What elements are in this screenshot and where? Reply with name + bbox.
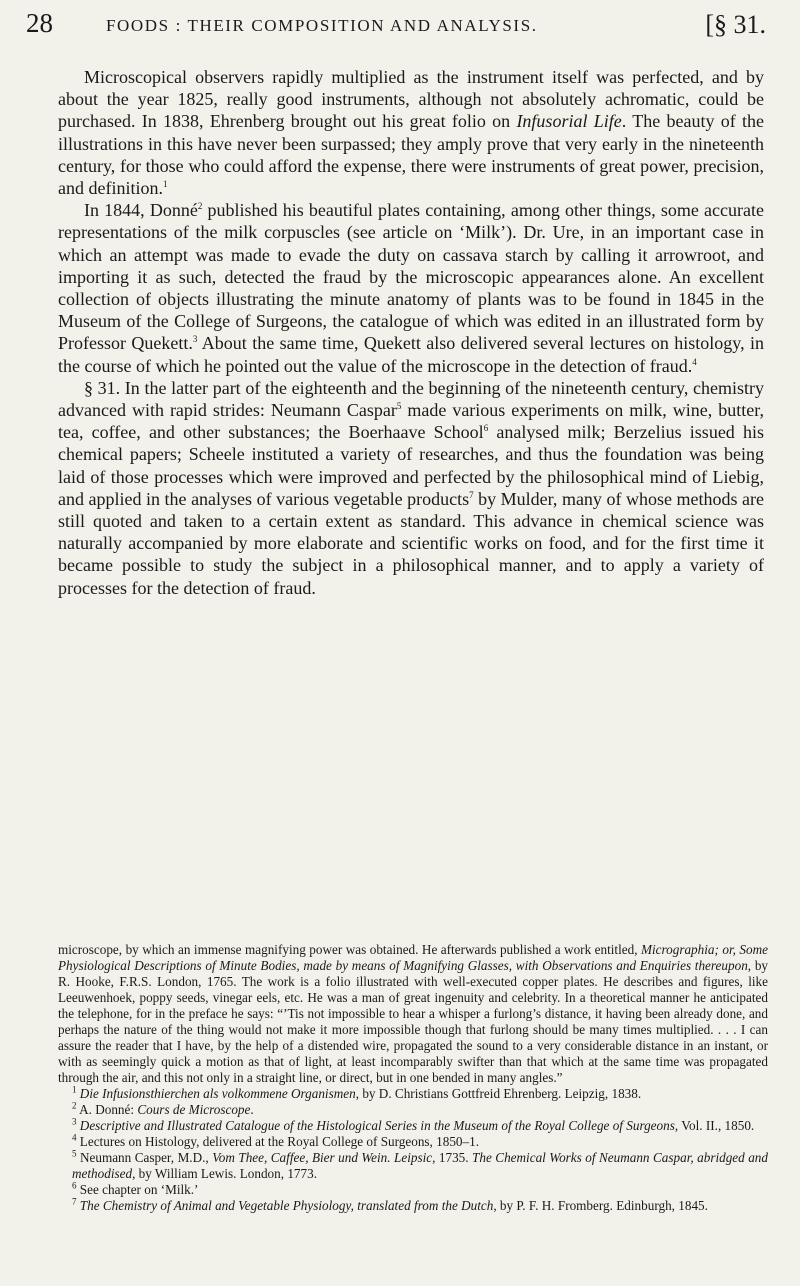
footnote-number: 3 bbox=[72, 1116, 77, 1127]
footnote-text: . bbox=[250, 1102, 254, 1117]
footnote-ref: 4 bbox=[692, 356, 697, 367]
footnote-number: 6 bbox=[72, 1180, 77, 1191]
footnote-text: , Vol. II., 1850. bbox=[674, 1118, 755, 1133]
footnote-number: 4 bbox=[72, 1132, 77, 1143]
footnote-title: Cours de Microscope bbox=[137, 1102, 251, 1117]
running-head: FOODS : THEIR COMPOSITION AND ANALYSIS. bbox=[106, 16, 538, 35]
footnote-ref: 1 bbox=[162, 179, 168, 190]
footnote-text: See chapter on ‘Milk.’ bbox=[79, 1182, 199, 1197]
footnote-continuation: microscope, by which an immense magnifying power was obtained. He afterwards published a work entitled, Micrographia; or, Some Physiological Descriptions of Minute Bodies, made by means of Magnifying Glasses, with Observations and Enquiries thereupon, by R. Hooke, F.R.S. London, 1765. The work is a folio illustrated with well-executed copper plates. He describes and figures, like Leeuwenhoek, poppy seeds, vinegar eels, etc. He was a man of great ingenuity and celebrity. In a theoretical manner he anticipated the telephone, for in the preface he says: “’Tis not impossible to hear a whisper a furlong’s distance, it having been already done, and perhaps the nature of the thing would not make it more impossible though that furlong should be many times multiplied. . . . I can assure the reader that I have, by the help of a distended wire, propagated the sound to a very considerable distance in an instant, or with as seemingly quick a motion as that of light, at least incomparably swifter than that which at the same time was propagated through the air, and this not only in a straight line, or direct, but in one bended in many angles.” bbox=[58, 942, 769, 1085]
page-header bbox=[26, 4, 766, 50]
footnote-ref: 7 bbox=[469, 489, 474, 500]
footnote-3 bbox=[58, 1118, 768, 1134]
footnote-4 bbox=[58, 1134, 768, 1150]
footnote-number: 7 bbox=[72, 1196, 77, 1207]
footnote-list bbox=[58, 1086, 768, 1214]
paragraph-donne: In 1844, Donné$^2$ published his beautiful plates containing, among other things, some accurate representations of the milk corpuscles (see article on ‘Milk’). Dr. Ure, in an important case in which an attempt was made to evade the duty on cassava starch by calling it arrowroot, and importing it as such, detected the fraud by the microscopic appearances alone. An excellent collection of objects illustrating the minute anatomy of plants was to be found in 1845 in the Museum of the College of Surgeons, the catalogue of which was edited in an illustrated form by Professor Quekett.$^3$ About the same time, Quekett also delivered several lectures on histology, in the course of which he pointed out the value of the microscope in the detection of fraud.$^4$ bbox=[58, 200, 764, 376]
footnote-ref: 2 bbox=[197, 201, 203, 212]
footnote-text: Lectures on Histology, delivered at the Royal College of Surgeons, 1850–1. bbox=[79, 1134, 480, 1149]
footnote-title: Descriptive and Illustrated Catalogue of the Histological Series in the Museum of the Royal College of Surgeons bbox=[79, 1118, 675, 1133]
footnote-2 bbox=[58, 1102, 768, 1118]
footnote-text: , by P. F. H. Fromberg. Edinburgh, 1845. bbox=[493, 1198, 708, 1213]
footnote-1 bbox=[58, 1086, 768, 1102]
page-number: 28 bbox=[26, 8, 53, 38]
book-title: Infusorial Life bbox=[516, 111, 622, 132]
footnote-text: , 1735. bbox=[432, 1150, 473, 1165]
footnote-text: , by D. Christians Gottfreid Ehrenberg. Leipzig, 1838. bbox=[355, 1086, 642, 1101]
book-title: Micrographia; or, Some Physiological Descriptions of Minute Bodies, made by means of Magnifying Glasses, with Observations and Enquiries thereupon bbox=[58, 942, 768, 973]
footnote-number: 5 bbox=[72, 1148, 77, 1159]
footnote-text: Neumann Casper, M.D., bbox=[79, 1150, 213, 1165]
footnote-ref: 6 bbox=[483, 423, 489, 434]
body-text bbox=[58, 66, 764, 599]
footnotes bbox=[58, 942, 768, 1214]
footnote-5 bbox=[58, 1150, 768, 1182]
footnote-number: 1 bbox=[72, 1084, 77, 1095]
footnote-title: The Chemistry of Animal and Vegetable Physiology, translated from the Dutch bbox=[79, 1198, 494, 1213]
footnote-ref: 3 bbox=[192, 334, 198, 345]
section-reference: [§ 31. bbox=[705, 10, 766, 39]
paragraph-section-31: § 31. In the latter part of the eighteenth and the beginning of the nineteenth century, chemistry advanced with rapid strides: Neumann Caspar$^5$ made various experiments on milk, wine, butter, tea, coffee, and other substances; the Boerhaave School$^6$ analysed milk; Berzelius issued his chemical papers; Scheele instituted a variety of researches, and thus the foundation was being laid of those processes which were improved and perfected by the philosophical mind of Liebig, and applied in the analyses of various vegetable products$^7$ by Mulder, many of whose methods are still quoted and taken to a certain extent as standard. This advance in chemical science was naturally accompanied by more elaborate and scientific works on food, and for the first time it became possible to study the subject in a philosophical manner, and to apply a variety of processes for the detection of fraud. bbox=[58, 377, 764, 598]
paragraph-microscopical-observers: Microscopical observers rapidly multiplied as the instrument itself was perfected, and by about the year 1825, really good instruments, although not absolutely achromatic, could be purchased. In 1838, Ehrenberg brought out his great folio on Infusorial Life. The beauty of the illustrations in this have never been surpassed; they amply prove that very early in the nineteenth century, for those who could afford the expense, there were instruments of great power, precision, and definition.$^1$ bbox=[58, 67, 764, 199]
footnote-6 bbox=[58, 1182, 768, 1198]
footnote-7 bbox=[58, 1198, 768, 1214]
footnote-text: A. Donné: bbox=[79, 1102, 138, 1117]
footnote-title: The Chemical Works of Neumann Caspar, abridged and methodised bbox=[72, 1150, 768, 1181]
footnote-ref: 5 bbox=[396, 401, 402, 412]
footnote-title: Die Infusionsthierchen als volkommene Organismen bbox=[79, 1086, 356, 1101]
footnote-title: Vom Thee, Caffee, Bier und Wein. Leipsic bbox=[212, 1150, 433, 1165]
footnote-number: 2 bbox=[72, 1100, 77, 1111]
footnote-text: , by William Lewis. London, 1773. bbox=[132, 1166, 318, 1181]
